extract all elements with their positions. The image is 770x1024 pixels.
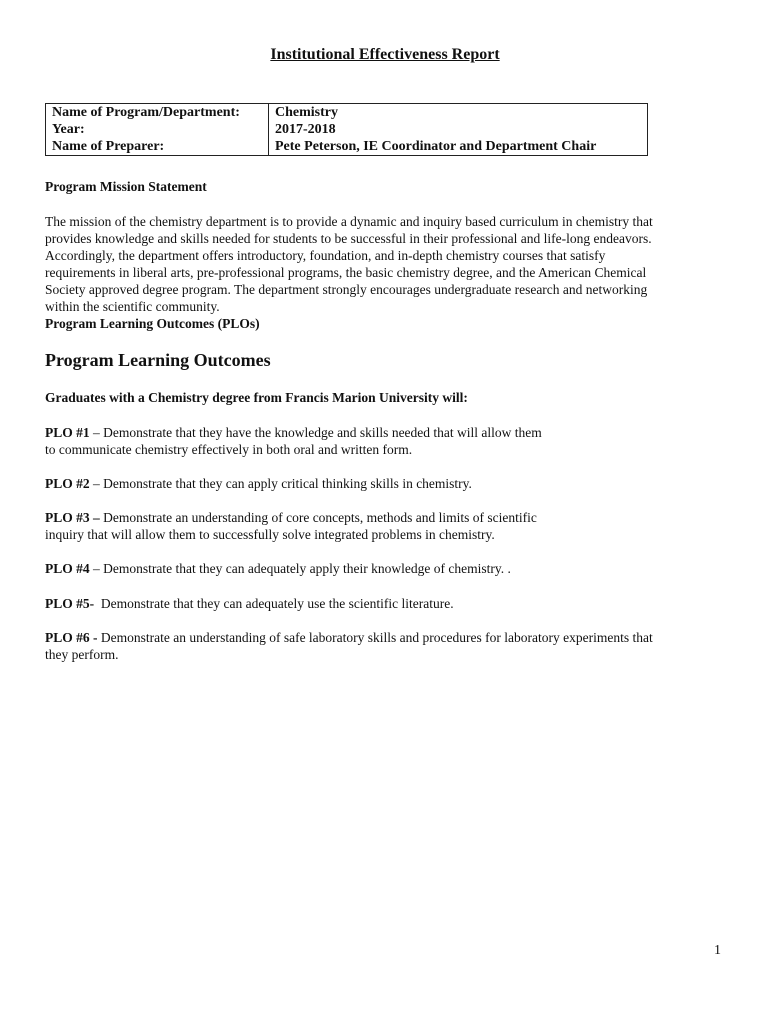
page-number: 1 (714, 943, 721, 958)
plo-text: Demonstrate that they can adequately use the scientific literature. (100, 596, 454, 611)
plo-separator: – (89, 476, 104, 491)
plo-text-continued: to communicate chemistry effectively in both oral and written form. (45, 442, 413, 457)
info-label: Name of Program/Department: (46, 104, 269, 122)
plo-separator: – (89, 425, 104, 440)
plo-label: PLO #1 (45, 425, 90, 440)
plo-label: PLO #6 - (45, 630, 98, 645)
plo-item-4 (45, 560, 705, 577)
info-value: 2017-2018 (269, 121, 648, 138)
plo-subheading: Program Learning Outcomes (PLOs) (45, 316, 260, 331)
mission-line: requirements in liberal arts, pre-professional programs, the basic chemistry degree, and the American Chemical (45, 265, 647, 280)
info-value: Pete Peterson, IE Coordinator and Department Chair (269, 138, 648, 156)
mission-line: The mission of the chemistry department is to provide a dynamic and inquiry based curriculum in chemistry that (45, 214, 653, 229)
info-row-program (46, 104, 648, 122)
mission-line: provides knowledge and skills needed for students to be successful in their professional and life-long endeavors. (45, 231, 652, 246)
plo-text: Demonstrate an understanding of core concepts, methods and limits of scientific (103, 510, 537, 525)
info-label: Name of Preparer: (46, 138, 269, 156)
plo-label: PLO #3 – (45, 510, 100, 525)
mission-line: Society approved degree program. The department strongly encourages undergraduate research and networking (45, 282, 648, 297)
plo-text: Demonstrate that they have the knowledge and skills needed that will allow them (103, 425, 542, 440)
plo-separator (94, 596, 101, 611)
plo-heading: Program Learning Outcomes (45, 350, 271, 370)
plo-text-continued: inquiry that will allow them to successfully solve integrated problems in chemistry. (45, 527, 495, 542)
info-row-year (46, 121, 648, 138)
program-info-table (45, 103, 648, 156)
mission-statement (45, 213, 705, 332)
info-row-preparer (46, 138, 648, 156)
plo-item-2 (45, 475, 705, 492)
plo-item-3 (45, 509, 705, 543)
info-value: Chemistry (269, 104, 648, 122)
mission-line: Accordingly, the department offers introductory, foundation, and in-depth chemistry courses that satisfy (45, 248, 606, 263)
plo-label: PLO #5- (45, 596, 95, 611)
mission-line: within the scientific community. (45, 299, 220, 314)
plo-item-1 (45, 424, 705, 458)
plo-text: Demonstrate that they can apply critical thinking skills in chemistry. (103, 476, 472, 491)
plo-text-continued: they perform. (45, 647, 119, 662)
plo-text: Demonstrate that they can adequately apply their knowledge of chemistry. . (103, 561, 511, 576)
plo-label: PLO #4 (45, 561, 90, 576)
plo-label: PLO #2 (45, 476, 90, 491)
graduates-statement: Graduates with a Chemistry degree from Francis Marion University will: (45, 390, 468, 405)
report-title: Institutional Effectiveness Report (270, 46, 500, 63)
plo-item-6 (45, 629, 705, 663)
plo-text: Demonstrate an understanding of safe laboratory skills and procedures for laboratory experiments that (100, 630, 653, 645)
plo-separator: – (89, 561, 104, 576)
plo-item-5 (45, 595, 705, 612)
mission-heading: Program Mission Statement (45, 179, 207, 194)
info-label: Year: (46, 121, 269, 138)
